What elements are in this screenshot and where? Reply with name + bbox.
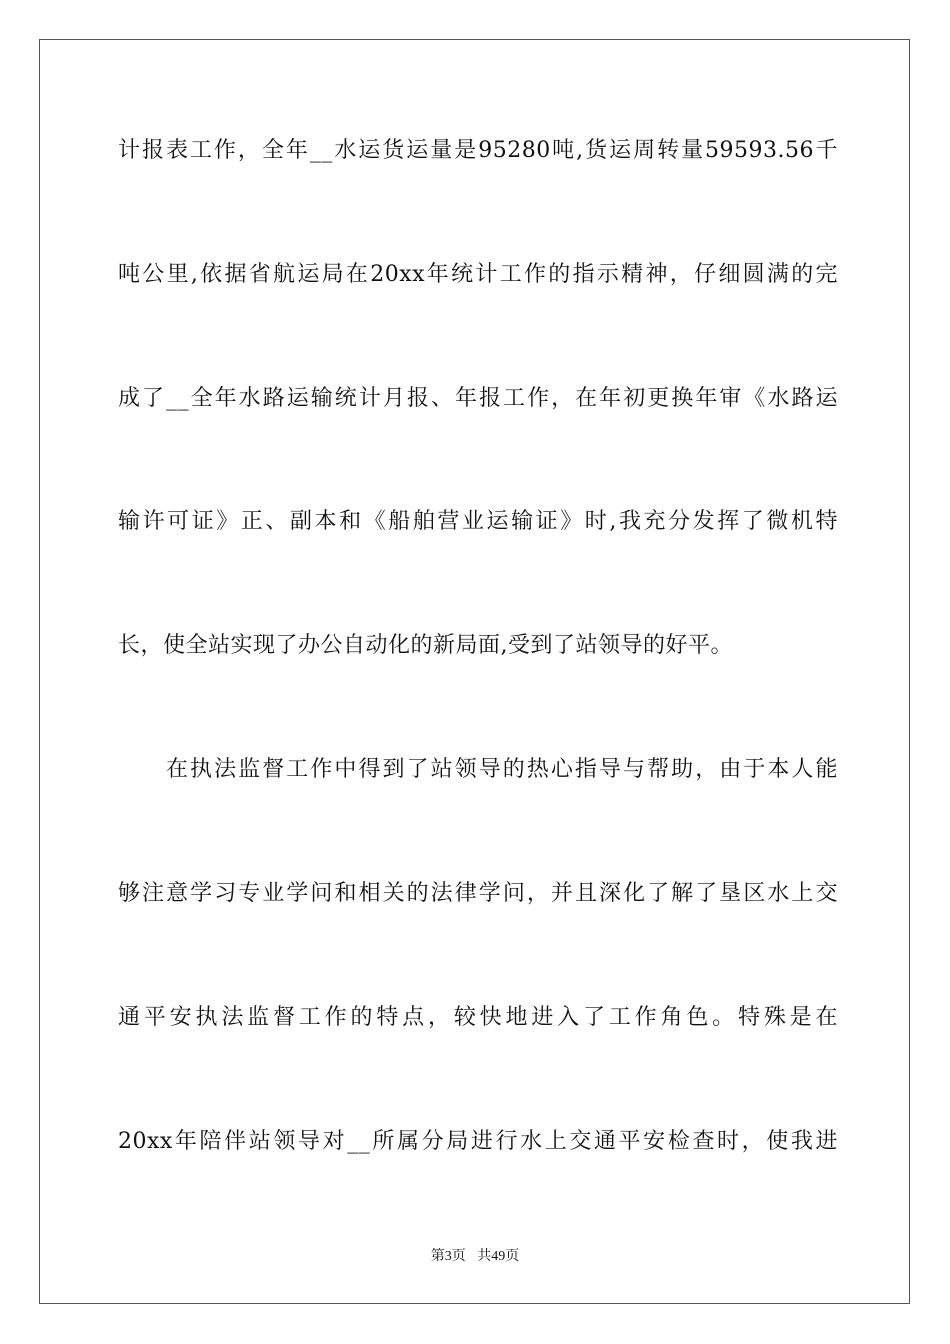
paragraph-line: 在执法监督工作中得到了站领导的热心指导与帮助，由于本人能	[166, 757, 838, 782]
paragraph-line: 吨公里,依据省航运局在20xx年统计工作的指示精神，仔细圆满的完	[118, 262, 838, 287]
paragraph-line: 20xx年陪伴站领导对__所属分局进行水上交通平安检查时，使我进	[118, 1129, 838, 1154]
page-number-total: 共49页	[477, 1249, 520, 1264]
page-border	[39, 39, 910, 1304]
paragraph-line: 成了__全年水路运输统计月报、年报工作，在年初更换年审《水路运	[118, 386, 838, 411]
paragraph-line: 输许可证》正、副本和《船舶营业运输证》时,我充分发挥了微机特	[118, 509, 838, 534]
paragraph-line: 计报表工作，全年__水运货运量是95280吨,货运周转量59593.56千	[118, 138, 838, 163]
paragraph-line: 长，使全站实现了办公自动化的新局面,受到了站领导的好平。	[118, 633, 733, 658]
page-number-current: 第3页	[430, 1249, 466, 1264]
paragraph-line: 够注意学习专业学问和相关的法律学问，并且深化了解了垦区水上交	[118, 881, 838, 906]
paragraph-line: 通平安执法监督工作的特点，较快地进入了工作角色。特殊是在	[118, 1005, 838, 1030]
page-footer	[0, 1248, 950, 1266]
